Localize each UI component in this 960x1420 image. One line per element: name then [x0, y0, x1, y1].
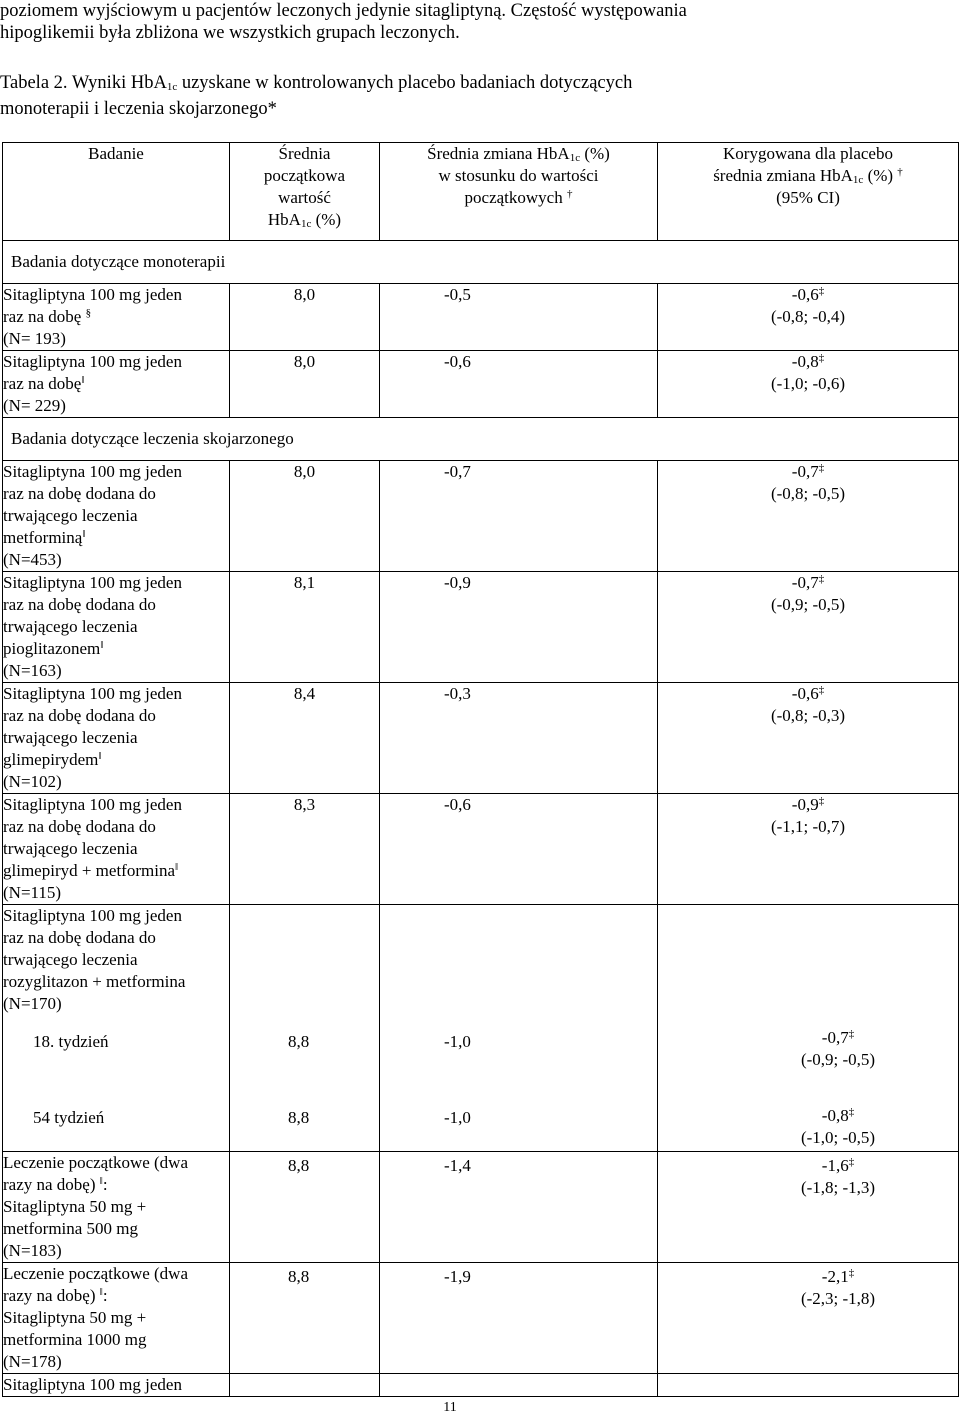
- baseline-cell: 8,0: [230, 351, 380, 418]
- change-cell: -1,0: [380, 1097, 658, 1152]
- header-baseline: Średnia początkowa wartość HbA$_{1c}$ (%): [230, 143, 380, 241]
- week-label: 18. tydzień: [3, 1015, 230, 1097]
- empty-cell: [658, 1374, 959, 1397]
- caption-text: uzyskane w kontrolowanych placebo badaniach dotyczących: [177, 73, 633, 93]
- header-row: [3, 143, 959, 241]
- adjusted-cell: -0,7‡ (-0,9; -0,5): [658, 1015, 959, 1097]
- table-row: [3, 461, 959, 572]
- header-study: Badanie: [3, 143, 230, 241]
- table-row: [3, 351, 959, 418]
- adjusted-cell: -0,6‡ (-0,8; -0,3): [658, 683, 959, 794]
- header-adjusted: Korygowana dla placebo średnia zmiana HbA$_{1c}$ (%) † (95% CI): [658, 143, 959, 241]
- empty-cell: [380, 1374, 658, 1397]
- caption-text: Tabela 2. Wyniki HbA: [0, 73, 167, 93]
- adjusted-cell: -0,9‡ (-1,1; -0,7): [658, 794, 959, 905]
- section-title: Badania dotyczące leczenia skojarzonego: [3, 418, 959, 461]
- results-table: [2, 142, 959, 1397]
- table-row: [3, 1374, 959, 1397]
- change-cell: -0,7: [380, 461, 658, 572]
- baseline-cell: 8,8: [230, 1152, 380, 1263]
- adjusted-cell: -2,1‡ (-2,3; -1,8): [658, 1263, 959, 1374]
- change-cell: -0,5: [380, 284, 658, 351]
- empty-cell: [230, 905, 380, 1016]
- section-row-monotherapy: [3, 241, 959, 284]
- study-cell: Sitagliptyna 100 mg jeden raz na dobę § (N= 193): [3, 284, 230, 351]
- table-row: [3, 572, 959, 683]
- change-cell: -1,0: [380, 1015, 658, 1097]
- section-row-combination: [3, 418, 959, 461]
- change-cell: -1,4: [380, 1152, 658, 1263]
- study-cell: Sitagliptyna 100 mg jeden: [3, 1374, 230, 1397]
- study-cell: Sitagliptyna 100 mg jeden raz na dobę dodana do trwającego leczenia rozyglitazon + metformina (N=170): [3, 905, 230, 1016]
- table-row: [3, 794, 959, 905]
- table-row: [3, 284, 959, 351]
- table-caption: [0, 70, 950, 122]
- empty-cell: [230, 1374, 380, 1397]
- intro-paragraph: [0, 0, 950, 44]
- empty-cell: [380, 905, 658, 1016]
- page-number: 11: [443, 1400, 457, 1415]
- section-title: Badania dotyczące monoterapii: [3, 241, 959, 284]
- table-row: [3, 905, 959, 1016]
- change-cell: -0,6: [380, 794, 658, 905]
- change-cell: -0,3: [380, 683, 658, 794]
- study-cell: Sitagliptyna 100 mg jeden raz na dobę dodana do trwającego leczenia metforminą‖ (N=453): [3, 461, 230, 572]
- table-row: [3, 1263, 959, 1374]
- study-cell: Leczenie początkowe (dwa razy na dobę) ‖: Sitagliptyna 50 mg + metformina 500 mg (N=183): [3, 1152, 230, 1263]
- adjusted-cell: -0,8‡ (-1,0; -0,6): [658, 351, 959, 418]
- table-row-week: [3, 1097, 959, 1152]
- table-row-week: [3, 1015, 959, 1097]
- adjusted-cell: -0,8‡ (-1,0; -0,5): [658, 1097, 959, 1152]
- baseline-cell: 8,0: [230, 461, 380, 572]
- study-cell: Leczenie początkowe (dwa razy na dobę) ‖: Sitagliptyna 50 mg + metformina 1000 mg (N=178): [3, 1263, 230, 1374]
- caption-subscript: 1c: [166, 81, 178, 93]
- change-cell: -0,9: [380, 572, 658, 683]
- caption-line2: monoterapii i leczenia skojarzonego*: [0, 99, 277, 119]
- table-row: [3, 1152, 959, 1263]
- intro-line: poziomem wyjściowym u pacjentów leczonych jedynie sitagliptyną. Częstość występowania: [0, 1, 687, 21]
- baseline-cell: 8,8: [230, 1263, 380, 1374]
- adjusted-cell: -0,7‡ (-0,9; -0,5): [658, 572, 959, 683]
- table-row: [3, 683, 959, 794]
- study-cell: Sitagliptyna 100 mg jeden raz na dobę dodana do trwającego leczenia glimepirydem‖ (N=102): [3, 683, 230, 794]
- change-cell: -1,9: [380, 1263, 658, 1374]
- intro-line: hipoglikemii była zbliżona we wszystkich grupach leczonych.: [0, 23, 460, 43]
- baseline-cell: 8,1: [230, 572, 380, 683]
- baseline-cell: 8,0: [230, 284, 380, 351]
- adjusted-cell: -0,6‡ (-0,8; -0,4): [658, 284, 959, 351]
- study-cell: Sitagliptyna 100 mg jeden raz na dobę dodana do trwającego leczenia glimepiryd + metformina‖ (N=115): [3, 794, 230, 905]
- adjusted-cell: -0,7‡ (-0,8; -0,5): [658, 461, 959, 572]
- study-cell: Sitagliptyna 100 mg jeden raz na dobę dodana do trwającego leczenia pioglitazonem‖ (N=163): [3, 572, 230, 683]
- header-change: Średnia zmiana HbA$_{1c}$ (%) w stosunku do wartości początkowych †: [380, 143, 658, 241]
- study-cell: Sitagliptyna 100 mg jeden raz na dobę‖ (N= 229): [3, 351, 230, 418]
- baseline-cell: 8,8: [230, 1097, 380, 1152]
- baseline-cell: 8,8: [230, 1015, 380, 1097]
- empty-cell: [658, 905, 959, 1016]
- week-label: 54 tydzień: [3, 1097, 230, 1152]
- change-cell: -0,6: [380, 351, 658, 418]
- baseline-cell: 8,3: [230, 794, 380, 905]
- baseline-cell: 8,4: [230, 683, 380, 794]
- adjusted-cell: -1,6‡ (-1,8; -1,3): [658, 1152, 959, 1263]
